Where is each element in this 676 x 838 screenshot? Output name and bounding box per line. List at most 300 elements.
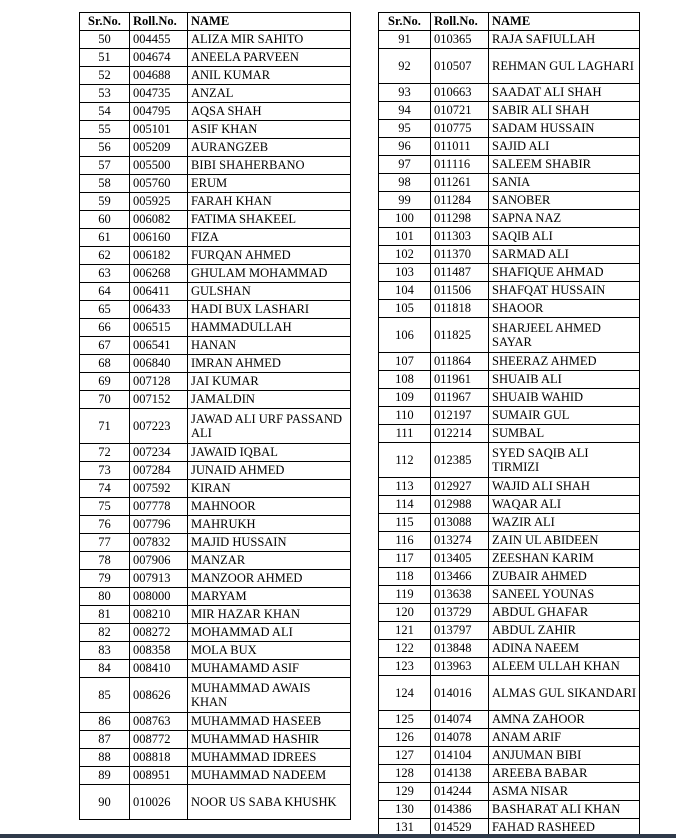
- sr-no-cell: 101: [379, 228, 431, 246]
- table-row: [80, 355, 351, 373]
- sr-no-cell: 75: [80, 498, 130, 516]
- sr-no-cell: 96: [379, 138, 431, 156]
- sr-no-cell: 67: [80, 337, 130, 355]
- name-cell: MUHAMMAD AWAIS KHAN: [188, 678, 351, 713]
- roll-no-cell: 007223: [130, 409, 188, 444]
- table-row: [80, 749, 351, 767]
- roll-no-cell: 006182: [130, 247, 188, 265]
- sr-no-cell: 98: [379, 174, 431, 192]
- table-row: [379, 622, 640, 640]
- roll-no-cell: 014138: [431, 765, 489, 783]
- sr-no-cell: 95: [379, 120, 431, 138]
- sr-no-cell: 102: [379, 246, 431, 264]
- name-cell: IMRAN AHMED: [188, 355, 351, 373]
- sr-no-cell: 104: [379, 282, 431, 300]
- name-cell: WAQAR ALI: [489, 496, 640, 514]
- roll-no-cell: 006268: [130, 265, 188, 283]
- roll-no-cell: 008763: [130, 713, 188, 731]
- table-row: [379, 210, 640, 228]
- sr-no-cell: 92: [379, 49, 431, 84]
- roll-no-cell: 008951: [130, 767, 188, 785]
- sr-no-cell: 74: [80, 480, 130, 498]
- table-row: [379, 246, 640, 264]
- sr-no-cell: 59: [80, 193, 130, 211]
- name-cell: ADINA NAEEM: [489, 640, 640, 658]
- name-cell: SHAFQAT HUSSAIN: [489, 282, 640, 300]
- table-row: [379, 49, 640, 84]
- name-cell: SABIR ALI SHAH: [489, 102, 640, 120]
- sr-no-cell: 60: [80, 211, 130, 229]
- name-cell: MAHNOOR: [188, 498, 351, 516]
- table-row: [80, 121, 351, 139]
- name-cell: SHUAIB WAHID: [489, 389, 640, 407]
- name-cell: SHARJEEL AHMED SAYAR: [489, 318, 640, 353]
- sr-no-cell: 116: [379, 532, 431, 550]
- name-cell: MOHAMMAD ALI: [188, 624, 351, 642]
- table-row: [379, 550, 640, 568]
- sr-no-cell: 52: [80, 67, 130, 85]
- name-cell: JAI KUMAR: [188, 373, 351, 391]
- name-cell: SANIA: [489, 174, 640, 192]
- name-cell: ASIF KHAN: [188, 121, 351, 139]
- name-cell: FAHAD RASHEED: [489, 819, 640, 837]
- name-cell: ANIL KUMAR: [188, 67, 351, 85]
- sr-no-cell: 88: [80, 749, 130, 767]
- name-cell: SARMAD ALI: [489, 246, 640, 264]
- name-cell: SANEEL YOUNAS: [489, 586, 640, 604]
- header-sr-no: Sr.No.: [80, 13, 130, 31]
- sr-no-cell: 122: [379, 640, 431, 658]
- roll-no-cell: 006082: [130, 211, 188, 229]
- table-row: [379, 282, 640, 300]
- roll-no-cell: 007592: [130, 480, 188, 498]
- roll-no-cell: 014386: [431, 801, 489, 819]
- name-cell: MOLA BUX: [188, 642, 351, 660]
- roll-no-cell: 014244: [431, 783, 489, 801]
- roll-no-cell: 006840: [130, 355, 188, 373]
- table-row: [80, 444, 351, 462]
- roll-no-cell: 006515: [130, 319, 188, 337]
- name-cell: AQSA SHAH: [188, 103, 351, 121]
- sr-no-cell: 91: [379, 31, 431, 49]
- sr-no-cell: 57: [80, 157, 130, 175]
- name-cell: HADI BUX LASHARI: [188, 301, 351, 319]
- name-cell: HANAN: [188, 337, 351, 355]
- name-cell: FATIMA SHAKEEL: [188, 211, 351, 229]
- table-row: [379, 443, 640, 478]
- roll-no-cell: 013466: [431, 568, 489, 586]
- roll-no-cell: 014016: [431, 676, 489, 711]
- name-cell: GULSHAN: [188, 283, 351, 301]
- roll-no-cell: 013274: [431, 532, 489, 550]
- roll-no-cell: 011864: [431, 353, 489, 371]
- name-cell: FARAH KHAN: [188, 193, 351, 211]
- sr-no-cell: 118: [379, 568, 431, 586]
- sr-no-cell: 53: [80, 85, 130, 103]
- name-cell: BIBI SHAHERBANO: [188, 157, 351, 175]
- sr-no-cell: 70: [80, 391, 130, 409]
- roll-no-cell: 008000: [130, 588, 188, 606]
- table-row: [80, 67, 351, 85]
- sr-no-cell: 125: [379, 711, 431, 729]
- name-cell: WAJID ALI SHAH: [489, 478, 640, 496]
- name-cell: KIRAN: [188, 480, 351, 498]
- sr-no-cell: 109: [379, 389, 431, 407]
- name-cell: ZEESHAN KARIM: [489, 550, 640, 568]
- roll-no-cell: 011370: [431, 246, 489, 264]
- sr-no-cell: 63: [80, 265, 130, 283]
- table-row: [379, 84, 640, 102]
- name-cell: RAJA SAFIULLAH: [489, 31, 640, 49]
- table-row: [379, 425, 640, 443]
- sr-no-cell: 112: [379, 443, 431, 478]
- roll-no-cell: 004455: [130, 31, 188, 49]
- table-row: [379, 120, 640, 138]
- name-cell: ANAM ARIF: [489, 729, 640, 747]
- sr-no-cell: 56: [80, 139, 130, 157]
- table-row: [379, 586, 640, 604]
- roll-no-cell: 008772: [130, 731, 188, 749]
- roll-no-cell: 008272: [130, 624, 188, 642]
- name-cell: GHULAM MOHAMMAD: [188, 265, 351, 283]
- roll-no-cell: 011967: [431, 389, 489, 407]
- roll-no-cell: 010721: [431, 102, 489, 120]
- name-cell: MUHAMAMD ASIF: [188, 660, 351, 678]
- sr-no-cell: 99: [379, 192, 431, 210]
- name-cell: MANZOOR AHMED: [188, 570, 351, 588]
- roll-no-cell: 007152: [130, 391, 188, 409]
- sr-no-cell: 81: [80, 606, 130, 624]
- name-cell: ALMAS GUL SIKANDARI: [489, 676, 640, 711]
- sr-no-cell: 108: [379, 371, 431, 389]
- roll-no-cell: 008210: [130, 606, 188, 624]
- sr-no-cell: 119: [379, 586, 431, 604]
- name-cell: SAADAT ALI SHAH: [489, 84, 640, 102]
- sr-no-cell: 54: [80, 103, 130, 121]
- roll-no-cell: 012385: [431, 443, 489, 478]
- table-row: [80, 337, 351, 355]
- roll-no-cell: 011261: [431, 174, 489, 192]
- table-row: [80, 606, 351, 624]
- roll-no-cell: 012927: [431, 478, 489, 496]
- name-cell: ZUBAIR AHMED: [489, 568, 640, 586]
- roll-no-cell: 011961: [431, 371, 489, 389]
- name-cell: ANZAL: [188, 85, 351, 103]
- table-row: [379, 729, 640, 747]
- table-row: [80, 731, 351, 749]
- roll-no-cell: 005101: [130, 121, 188, 139]
- table-row: [80, 462, 351, 480]
- roll-no-cell: 014529: [431, 819, 489, 837]
- table-row: [80, 175, 351, 193]
- name-cell: MUHAMMAD NADEEM: [188, 767, 351, 785]
- name-cell: SHUAIB ALI: [489, 371, 640, 389]
- roll-no-cell: 010775: [431, 120, 489, 138]
- name-cell: SANOBER: [489, 192, 640, 210]
- table-row: [80, 534, 351, 552]
- name-cell: JAWAID IQBAL: [188, 444, 351, 462]
- name-cell: ALEEM ULLAH KHAN: [489, 658, 640, 676]
- sr-no-cell: 124: [379, 676, 431, 711]
- roll-no-cell: 013088: [431, 514, 489, 532]
- roll-no-cell: 011487: [431, 264, 489, 282]
- roll-no-cell: 010365: [431, 31, 489, 49]
- bottom-edge-bar: [0, 834, 676, 838]
- name-cell: SHEERAZ AHMED: [489, 353, 640, 371]
- name-cell: MAHRUKH: [188, 516, 351, 534]
- table-row: [379, 532, 640, 550]
- sr-no-cell: 126: [379, 729, 431, 747]
- table-row: [80, 570, 351, 588]
- sr-no-cell: 77: [80, 534, 130, 552]
- name-cell: JUNAID AHMED: [188, 462, 351, 480]
- roll-no-cell: 013797: [431, 622, 489, 640]
- table-row: [80, 498, 351, 516]
- name-cell: HAMMADULLAH: [188, 319, 351, 337]
- sr-no-cell: 89: [80, 767, 130, 785]
- roll-no-cell: 007778: [130, 498, 188, 516]
- sr-no-cell: 97: [379, 156, 431, 174]
- table-row: [379, 765, 640, 783]
- roll-no-cell: 012988: [431, 496, 489, 514]
- roll-no-cell: 012214: [431, 425, 489, 443]
- roll-no-cell: 007832: [130, 534, 188, 552]
- name-cell: MIR HAZAR KHAN: [188, 606, 351, 624]
- roll-no-cell: 014104: [431, 747, 489, 765]
- table-row: [379, 371, 640, 389]
- roll-no-cell: 012197: [431, 407, 489, 425]
- roll-no-cell: 004674: [130, 49, 188, 67]
- roll-no-cell: 007128: [130, 373, 188, 391]
- table-row: [80, 157, 351, 175]
- sr-no-cell: 73: [80, 462, 130, 480]
- sr-no-cell: 87: [80, 731, 130, 749]
- name-cell: MANZAR: [188, 552, 351, 570]
- sr-no-cell: 55: [80, 121, 130, 139]
- sr-no-cell: 129: [379, 783, 431, 801]
- sr-no-cell: 82: [80, 624, 130, 642]
- table-row: [80, 678, 351, 713]
- table-row: [80, 516, 351, 534]
- table-row: [379, 676, 640, 711]
- roll-no-cell: 005925: [130, 193, 188, 211]
- name-cell: MUHAMMAD HASHIR: [188, 731, 351, 749]
- table-row: [379, 174, 640, 192]
- roll-no-cell: 007796: [130, 516, 188, 534]
- header-name: NAME: [188, 13, 351, 31]
- table-row: [379, 496, 640, 514]
- table-row: [379, 711, 640, 729]
- table-row: [80, 319, 351, 337]
- sr-no-cell: 128: [379, 765, 431, 783]
- sr-no-cell: 79: [80, 570, 130, 588]
- table-row: [379, 658, 640, 676]
- student-table-right: [378, 12, 640, 837]
- sr-no-cell: 110: [379, 407, 431, 425]
- sr-no-cell: 71: [80, 409, 130, 444]
- table-row: [379, 138, 640, 156]
- name-cell: ZAIN UL ABIDEEN: [489, 532, 640, 550]
- table-row: [80, 193, 351, 211]
- name-cell: MARYAM: [188, 588, 351, 606]
- table-row: [80, 713, 351, 731]
- table-row: [80, 283, 351, 301]
- table-header-row: [80, 13, 351, 31]
- roll-no-cell: 013405: [431, 550, 489, 568]
- name-cell: MAJID HUSSAIN: [188, 534, 351, 552]
- roll-no-cell: 011298: [431, 210, 489, 228]
- name-cell: ANEELA PARVEEN: [188, 49, 351, 67]
- name-cell: SAPNA NAZ: [489, 210, 640, 228]
- table-row: [379, 407, 640, 425]
- roll-no-cell: 011506: [431, 282, 489, 300]
- table-row: [379, 102, 640, 120]
- sr-no-cell: 106: [379, 318, 431, 353]
- name-cell: MUHAMMAD IDREES: [188, 749, 351, 767]
- sr-no-cell: 61: [80, 229, 130, 247]
- table-row: [379, 640, 640, 658]
- roll-no-cell: 008358: [130, 642, 188, 660]
- name-cell: ASMA NISAR: [489, 783, 640, 801]
- roll-no-cell: 004795: [130, 103, 188, 121]
- sr-no-cell: 103: [379, 264, 431, 282]
- table-row: [379, 568, 640, 586]
- sr-no-cell: 83: [80, 642, 130, 660]
- table-row: [80, 552, 351, 570]
- name-cell: WAZIR ALI: [489, 514, 640, 532]
- table-row: [80, 409, 351, 444]
- name-cell: SAQIB ALI: [489, 228, 640, 246]
- header-roll-no: Roll.No.: [431, 13, 489, 31]
- sr-no-cell: 93: [379, 84, 431, 102]
- roll-no-cell: 011011: [431, 138, 489, 156]
- sr-no-cell: 114: [379, 496, 431, 514]
- sr-no-cell: 117: [379, 550, 431, 568]
- table-row: [379, 783, 640, 801]
- sr-no-cell: 123: [379, 658, 431, 676]
- sr-no-cell: 120: [379, 604, 431, 622]
- sr-no-cell: 86: [80, 713, 130, 731]
- roll-no-cell: 005760: [130, 175, 188, 193]
- name-cell: ABDUL ZAHIR: [489, 622, 640, 640]
- table-row: [379, 353, 640, 371]
- sr-no-cell: 76: [80, 516, 130, 534]
- roll-no-cell: 011818: [431, 300, 489, 318]
- table-row: [80, 373, 351, 391]
- table-row: [80, 247, 351, 265]
- table-row: [80, 301, 351, 319]
- roll-no-cell: 008626: [130, 678, 188, 713]
- sr-no-cell: 69: [80, 373, 130, 391]
- roll-no-cell: 004688: [130, 67, 188, 85]
- table-row: [80, 480, 351, 498]
- name-cell: MUHAMMAD HASEEB: [188, 713, 351, 731]
- roll-no-cell: 005500: [130, 157, 188, 175]
- roll-no-cell: 006541: [130, 337, 188, 355]
- roll-no-cell: 011825: [431, 318, 489, 353]
- roll-no-cell: 013963: [431, 658, 489, 676]
- name-cell: SADAM HUSSAIN: [489, 120, 640, 138]
- table-row: [379, 389, 640, 407]
- table-row: [379, 604, 640, 622]
- header-sr-no: Sr.No.: [379, 13, 431, 31]
- roll-no-cell: 014074: [431, 711, 489, 729]
- roll-no-cell: 011303: [431, 228, 489, 246]
- table-row: [379, 228, 640, 246]
- roll-no-cell: 013729: [431, 604, 489, 622]
- table-row: [80, 660, 351, 678]
- name-cell: SYED SAQIB ALI TIRMIZI: [489, 443, 640, 478]
- sr-no-cell: 115: [379, 514, 431, 532]
- name-cell: ALIZA MIR SAHITO: [188, 31, 351, 49]
- sr-no-cell: 113: [379, 478, 431, 496]
- sr-no-cell: 66: [80, 319, 130, 337]
- roll-no-cell: 010507: [431, 49, 489, 84]
- sr-no-cell: 65: [80, 301, 130, 319]
- name-cell: SALEEM SHABIR: [489, 156, 640, 174]
- sr-no-cell: 62: [80, 247, 130, 265]
- sr-no-cell: 51: [80, 49, 130, 67]
- sr-no-cell: 107: [379, 353, 431, 371]
- sr-no-cell: 131: [379, 819, 431, 837]
- sr-no-cell: 58: [80, 175, 130, 193]
- roll-no-cell: 006411: [130, 283, 188, 301]
- table-row: [80, 785, 351, 820]
- name-cell: AREEBA BABAR: [489, 765, 640, 783]
- sr-no-cell: 84: [80, 660, 130, 678]
- table-row: [379, 264, 640, 282]
- table-row: [379, 478, 640, 496]
- name-cell: BASHARAT ALI KHAN: [489, 801, 640, 819]
- roll-no-cell: 006160: [130, 229, 188, 247]
- roll-no-cell: 005209: [130, 139, 188, 157]
- table-row: [80, 49, 351, 67]
- table-row: [80, 211, 351, 229]
- table-row: [379, 156, 640, 174]
- name-cell: JAWAD ALI URF PASSAND ALI: [188, 409, 351, 444]
- name-cell: AURANGZEB: [188, 139, 351, 157]
- header-roll-no: Roll.No.: [130, 13, 188, 31]
- table-header-row: [379, 13, 640, 31]
- roll-no-cell: 006433: [130, 301, 188, 319]
- roll-no-cell: 007913: [130, 570, 188, 588]
- roll-no-cell: 008410: [130, 660, 188, 678]
- name-cell: ABDUL GHAFAR: [489, 604, 640, 622]
- roll-no-cell: 010663: [431, 84, 489, 102]
- sr-no-cell: 85: [80, 678, 130, 713]
- table-row: [80, 642, 351, 660]
- roll-no-cell: 007234: [130, 444, 188, 462]
- roll-no-cell: 013848: [431, 640, 489, 658]
- sr-no-cell: 121: [379, 622, 431, 640]
- sr-no-cell: 100: [379, 210, 431, 228]
- sr-no-cell: 130: [379, 801, 431, 819]
- name-cell: ERUM: [188, 175, 351, 193]
- name-cell: SHAOOR: [489, 300, 640, 318]
- sr-no-cell: 50: [80, 31, 130, 49]
- name-cell: SUMAIR GUL: [489, 407, 640, 425]
- table-row: [80, 31, 351, 49]
- roll-no-cell: 004735: [130, 85, 188, 103]
- sr-no-cell: 127: [379, 747, 431, 765]
- sr-no-cell: 94: [379, 102, 431, 120]
- table-row: [80, 265, 351, 283]
- name-cell: SUMBAL: [489, 425, 640, 443]
- sr-no-cell: 105: [379, 300, 431, 318]
- roll-no-cell: 007906: [130, 552, 188, 570]
- table-row: [80, 85, 351, 103]
- roll-no-cell: 014078: [431, 729, 489, 747]
